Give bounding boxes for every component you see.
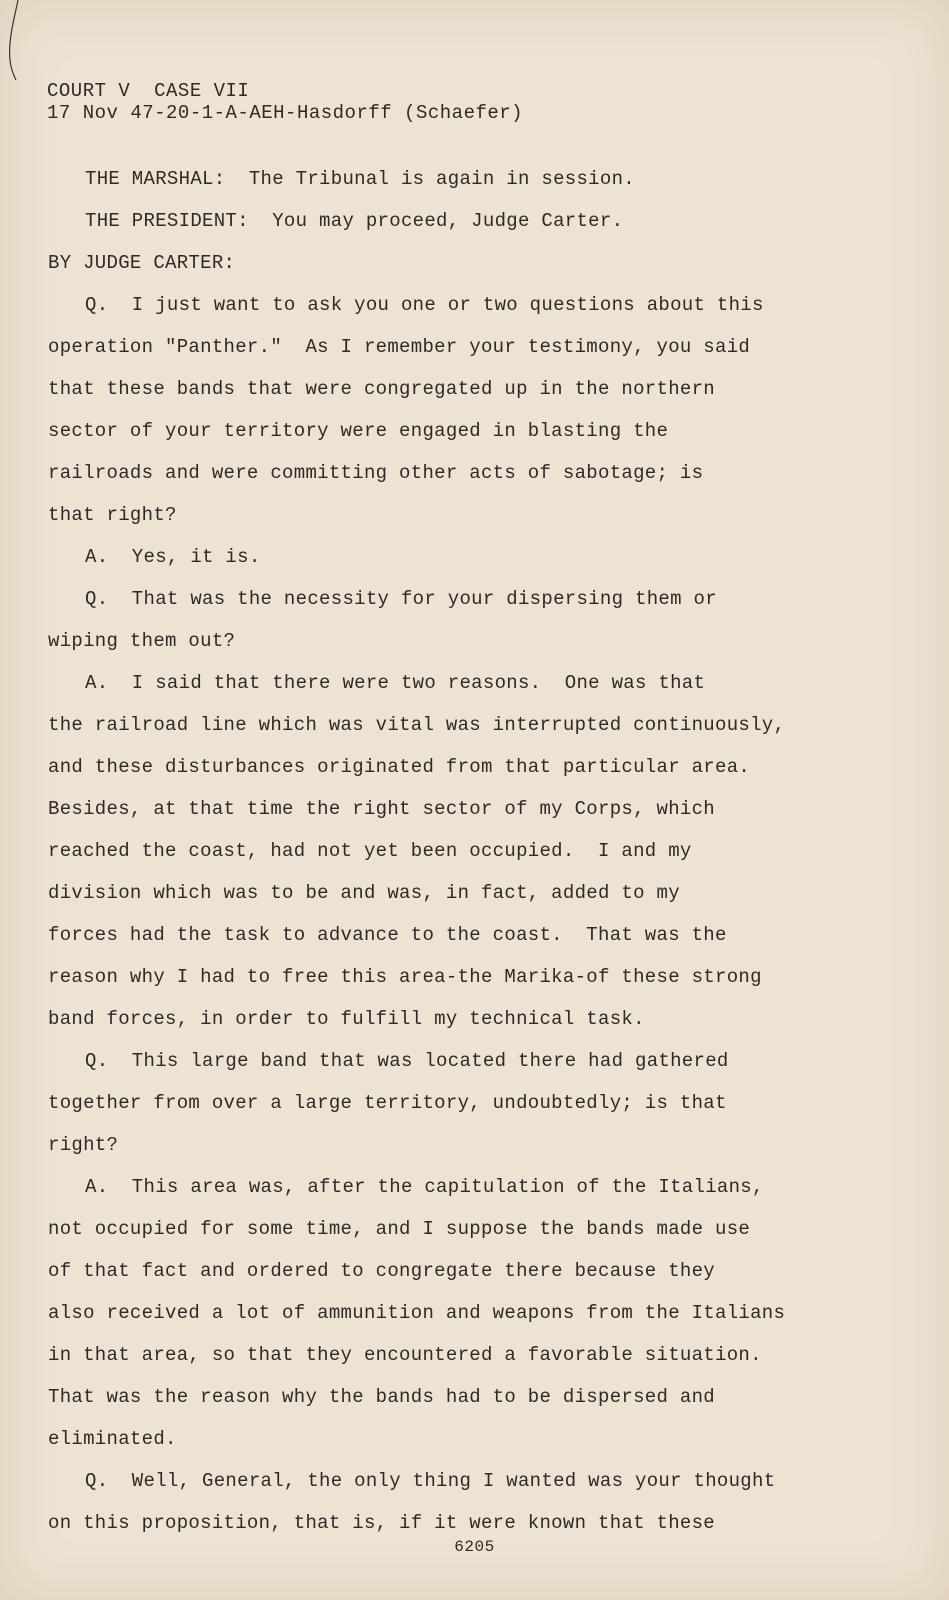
transcript-line: division which was to be and was, in fact, added to my [48, 882, 680, 904]
transcript-line: THE PRESIDENT: You may proceed, Judge Carter. [85, 210, 624, 232]
transcript-line: of that fact and ordered to congregate there because they [48, 1260, 716, 1282]
transcript-line: wiping them out? [48, 630, 236, 652]
transcript-line: A. This area was, after the capitulation of the Italians, [85, 1176, 764, 1198]
document-header [47, 80, 523, 124]
transcript-line: Q. That was the necessity for your dispersing them or [85, 588, 717, 610]
transcript-body [48, 158, 838, 1544]
transcript-line: Q. This large band that was located there had gathered [85, 1050, 729, 1072]
transcript-line: forces had the task to advance to the coast. That was the [48, 924, 727, 946]
transcript-line: reached the coast, had not yet been occupied. I and my [48, 840, 692, 862]
transcript-line: Q. I just want to ask you one or two questions about this [85, 294, 764, 316]
transcript-line: A. I said that there were two reasons. One was that [85, 672, 706, 694]
transcript-line: That was the reason why the bands had to be dispersed and [48, 1386, 716, 1408]
transcript-line: the railroad line which was vital was interrupted continuously, [48, 714, 786, 736]
transcript-line: and these disturbances originated from that particular area. [48, 756, 751, 778]
transcript-line: sector of your territory were engaged in blasting the [48, 420, 669, 442]
transcript-line: not occupied for some time, and I suppose the bands made use [48, 1218, 751, 1240]
transcript-line: railroads and were committing other acts of sabotage; is [48, 462, 704, 484]
torn-edge-mark [0, 0, 22, 80]
transcript-line: in that area, so that they encountered a favorable situation. [48, 1344, 762, 1366]
transcript-line: operation "Panther." As I remember your testimony, you said [48, 336, 751, 358]
transcript-line: Q. Well, General, the only thing I wanted was your thought [85, 1470, 776, 1492]
page-number: 6205 [454, 1538, 495, 1556]
transcript-line: right? [48, 1134, 119, 1156]
transcript-line: THE MARSHAL: The Tribunal is again in session. [85, 168, 635, 190]
transcript-line: eliminated. [48, 1428, 177, 1450]
transcript-line: reason why I had to free this area-the Marika-of these strong [48, 966, 762, 988]
transcript-line: together from over a large territory, undoubtedly; is that [48, 1092, 727, 1114]
header-court-case: COURT V CASE VII [47, 80, 250, 102]
transcript-line: Besides, at that time the right sector of my Corps, which [48, 798, 716, 820]
transcript-line: BY JUDGE CARTER: [48, 252, 236, 274]
transcript-line: A. Yes, it is. [85, 546, 261, 568]
transcript-line: also received a lot of ammunition and weapons from the Italians [48, 1302, 786, 1324]
transcript-line: band forces, in order to fulfill my technical task. [48, 1008, 645, 1030]
header-date-reference: 17 Nov 47-20-1-A-AEH-Hasdorff (Schaefer) [47, 102, 524, 124]
transcript-line: that these bands that were congregated up in the northern [48, 378, 716, 400]
transcript-line: on this proposition, that is, if it were known that these [48, 1512, 716, 1534]
transcript-line: that right? [48, 504, 177, 526]
